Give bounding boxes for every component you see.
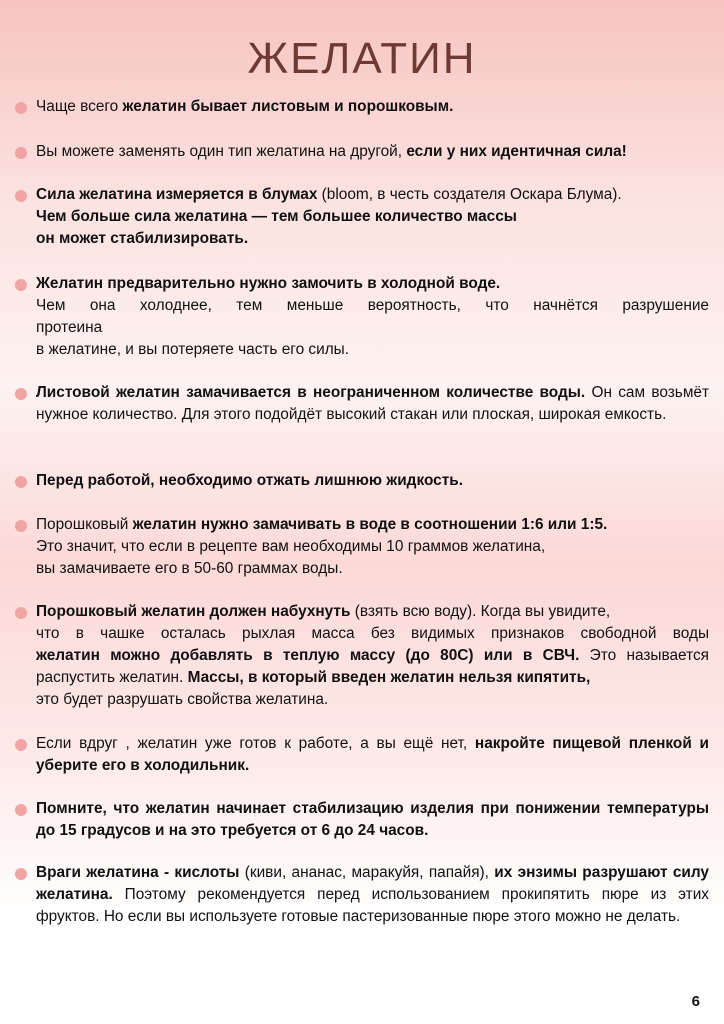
- text: распустить желатин.: [36, 669, 188, 686]
- bold-text: он может стабилизировать.: [36, 230, 249, 247]
- text-line: [36, 645, 709, 667]
- bullet-icon: [15, 607, 27, 619]
- list-item: [36, 798, 709, 842]
- text-line: [36, 536, 709, 558]
- text: (киви, ананас, маракуйя, папайя),: [239, 864, 495, 881]
- text-line: [36, 667, 709, 689]
- bullet-icon: [15, 520, 27, 532]
- bullet-icon: [15, 388, 27, 400]
- text-line: [36, 514, 709, 536]
- text: Чем она холоднее, тем меньше вероятность, что начнётся разрушение: [36, 297, 709, 314]
- text-line: [36, 141, 709, 163]
- text: Поэтому рекомендуется перед использованием прокипятить пюре из этих фруктов. Но если вы используете готовые пастеризованные пюре этого можно не делать.: [36, 886, 709, 925]
- text-line: [36, 689, 709, 711]
- bold-text: их энзимы разрушают силу желатина.: [36, 864, 709, 903]
- list-item: [36, 382, 709, 426]
- text: Чаще всего: [36, 98, 123, 115]
- bullet-icon: [15, 804, 27, 816]
- text-line: [36, 317, 709, 339]
- bullet-icon: [15, 102, 27, 114]
- list-item: [36, 733, 709, 777]
- list-item: [36, 862, 709, 928]
- text: что в чашке осталась рыхлая масса без видимых признаков свободной воды: [36, 625, 709, 642]
- text-line: [36, 382, 709, 426]
- text: Если вдруг , желатин уже готов к работе, а вы ещё нет,: [36, 735, 475, 752]
- bold-text: желатин бывает листовым и порошковым.: [122, 98, 454, 115]
- text-line: [36, 862, 709, 928]
- bold-text: Сила желатина измеряется в блумах: [36, 186, 318, 203]
- text: Это называется: [579, 647, 709, 664]
- text-line: [36, 228, 709, 250]
- text-line: [36, 558, 709, 580]
- bullet-icon: [15, 279, 27, 291]
- text: это будет разрушать свойства желатина.: [36, 691, 329, 708]
- text: протеина: [36, 319, 103, 336]
- bullet-icon: [15, 739, 27, 751]
- list-item: [36, 184, 709, 250]
- page-title: ЖЕЛАТИН: [247, 34, 477, 83]
- bold-text: Перед работой, необходимо отжать лишнюю жидкость.: [36, 472, 463, 489]
- list-item: [36, 273, 709, 361]
- bold-text: Помните, что желатин начинает стабилизацию изделия при понижении температуры до 15 градусов и на это требуется от 6 до 24 часов.: [36, 800, 709, 839]
- text-line: [36, 798, 709, 842]
- text: Он сам возьмёт нужное количество. Для этого подойдёт высокий стакан или плоская, широкая емкость.: [36, 384, 710, 423]
- bullet-icon: [15, 147, 27, 159]
- list-item: [36, 141, 709, 163]
- bold-text: желатин нужно замачивать в воде в соотношении 1:6 или 1:5.: [132, 516, 608, 533]
- bullet-icon: [15, 868, 27, 880]
- text: вы замачиваете его в 50-60 граммах воды.: [36, 560, 343, 577]
- text-line: [36, 623, 709, 645]
- text: (взять всю воду). Когда вы увидите,: [350, 603, 611, 620]
- bold-text: если у них идентичная сила!: [406, 143, 627, 160]
- text: Порошковый: [36, 516, 133, 533]
- text-line: [36, 601, 709, 623]
- text: (bloom, в честь создателя Оскара Блума).: [317, 186, 622, 203]
- text-line: [36, 339, 709, 361]
- text-line: [36, 184, 709, 206]
- list-item: [36, 601, 709, 711]
- bold-text: Массы, в который введен желатин нельзя кипятить,: [187, 669, 591, 686]
- list-item: [36, 96, 709, 118]
- bold-text: накройте пищевой пленкой и уберите его в холодильник.: [36, 735, 709, 774]
- bold-text: Порошковый желатин должен набухнуть: [36, 603, 351, 620]
- bold-text: Враги желатина - кислоты: [36, 864, 240, 881]
- text-line: [36, 295, 709, 317]
- text-line: [36, 733, 709, 777]
- page-number: 6: [691, 993, 700, 1010]
- list-item: [36, 470, 709, 492]
- bold-text: Листовой желатин замачивается в неограниченном количестве воды.: [36, 384, 586, 401]
- text-line: [36, 273, 709, 295]
- text-line: [36, 206, 709, 228]
- bullet-icon: [15, 190, 27, 202]
- text: в желатине, и вы потеряете часть его силы.: [36, 341, 350, 358]
- list-item: [36, 514, 709, 580]
- text: Это значит, что если в рецепте вам необходимы 10 граммов желатина,: [36, 538, 546, 555]
- bold-text: Желатин предварительно нужно замочить в холодной воде.: [36, 275, 501, 292]
- bullet-icon: [15, 476, 27, 488]
- bold-text: желатин можно добавлять в теплую массу (до 80С) или в СВЧ.: [36, 647, 580, 664]
- text-line: [36, 470, 709, 492]
- text: Вы можете заменять один тип желатина на другой,: [36, 143, 407, 160]
- text-line: [36, 96, 709, 118]
- bold-text: Чем больше сила желатина — тем большее количество массы: [36, 208, 517, 225]
